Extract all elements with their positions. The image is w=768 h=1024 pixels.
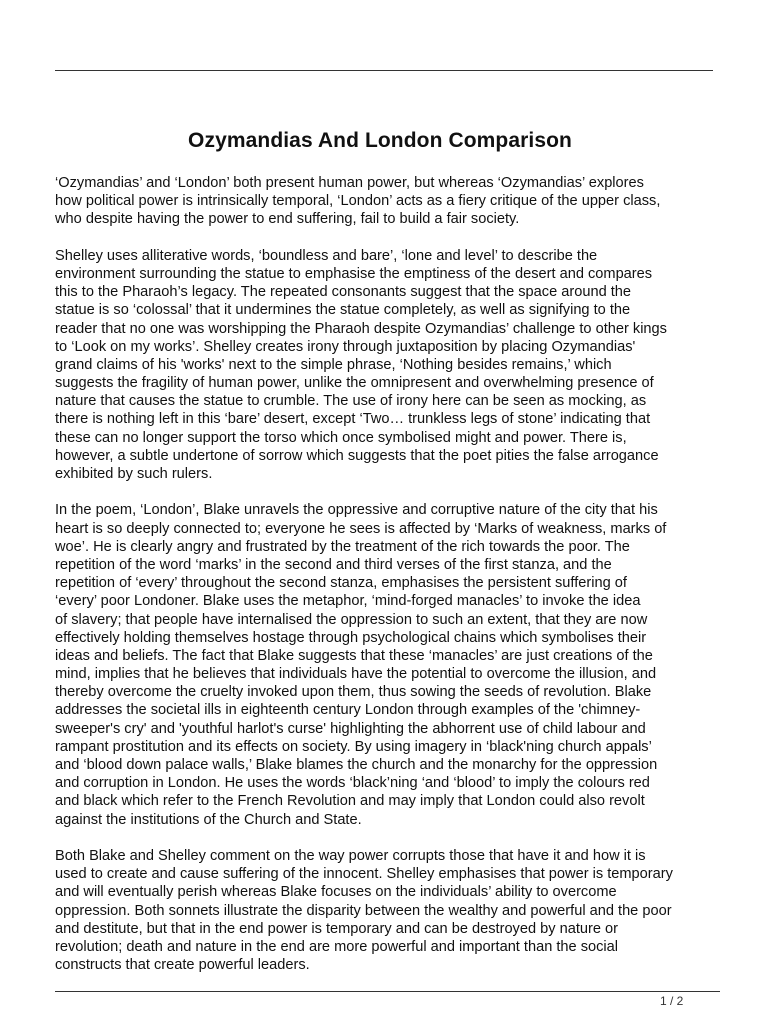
- text-line: who despite having the power to end suffering, fail to build a fair society.: [55, 211, 520, 228]
- text-line: grand claims of his 'works' next to the simple phrase, ‘Nothing besides remains,’ which: [55, 356, 612, 373]
- text-line: reader that no one was worshipping the Pharaoh despite Ozymandias’ challenge to other kings: [55, 320, 667, 337]
- text-line: ‘Ozymandias’ and ‘London’ both present human power, but whereas ‘Ozymandias’ explores: [55, 175, 644, 191]
- text-line: repetition of the word ‘marks’ in the second and third verses of the first stanza, and the: [55, 556, 612, 573]
- document-title: Ozymandias And London Comparison: [188, 129, 572, 152]
- text-line: Shelley uses alliterative words, ‘boundless and bare’, ‘lone and level’ to describe the: [55, 247, 598, 264]
- text-line: used to create and cause suffering of the innocent. Shelley emphasises that power is temporary: [55, 866, 673, 883]
- text-line: and corruption in London. He uses the words ‘black’ning ‘and ‘blood’ to imply the colours red: [55, 775, 650, 792]
- text-line: repetition of ‘every’ throughout the second stanza, emphasises the persistent suffering of: [55, 575, 627, 592]
- text-line: to ‘Look on my works’. Shelley creates irony through juxtaposition by placing Ozymandias': [55, 338, 636, 355]
- text-line: however, a subtle undertone of sorrow which suggests that the poet pities the false arrogance: [55, 447, 659, 464]
- text-line: ‘every’ poor Londoner. Blake uses the metaphor, ‘mind-forged manacles’ to invoke the idea: [55, 593, 641, 610]
- text-line: In the poem, ‘London’, Blake unravels the oppressive and corruptive nature of the city that his: [55, 502, 658, 519]
- text-line: rampant prostitution and its effects on society. By using imagery in ‘black'ning church appals’: [55, 738, 652, 755]
- paragraph-4: [55, 847, 735, 974]
- text-line: constructs that create powerful leaders.: [55, 957, 310, 974]
- text-line: revolution; death and nature in the end are more powerful and important than the social: [55, 938, 619, 955]
- text-line: sweeper's cry' and 'youthful harlot's curse' highlighting the abhorrent use of child labour and: [55, 720, 646, 737]
- text-line: Both Blake and Shelley comment on the way power corrupts those that have it and how it is: [55, 847, 646, 864]
- text-line: oppression. Both sonnets illustrate the disparity between the wealthy and powerful and the poor: [55, 902, 672, 919]
- text-line: statue is so ‘colossal’ that it undermines the statue completely, as well as signifying to the: [55, 302, 631, 319]
- text-line: environment surrounding the statue to emphasise the emptiness of the desert and compares: [55, 265, 653, 282]
- text-line: effectively holding themselves hostage through psychological chains which symbolises their: [55, 629, 647, 646]
- text-line: ideas and beliefs. The fact that Blake suggests that these ‘manacles’ are just creations of the: [55, 647, 653, 664]
- text-line: and destitute, but that in the end power is temporary and can be destroyed by nature or: [55, 920, 619, 937]
- text-line: and black which refer to the French Revolution and may imply that London could also revolt: [55, 793, 645, 810]
- text-line: against the institutions of the Church and State.: [55, 811, 362, 828]
- text-line: there is nothing left in this ‘bare’ desert, except ‘Two… trunkless legs of stone’ indicating that: [55, 411, 651, 428]
- text-line: and ‘blood down palace walls,’ Blake blames the church and the monarchy for the oppression: [55, 757, 658, 773]
- paragraph-2: [55, 247, 735, 483]
- text-line: heart is so deeply connected to; everyone he sees is affected by ‘Marks of weakness, marks of: [55, 520, 667, 537]
- document-body: [55, 174, 735, 992]
- text-line: this to the Pharaoh’s legacy. The repeated consonants suggest that the space around the: [55, 284, 632, 301]
- text-line: thereby overcome the cruelty invoked upon them, thus sowing the seeds of revolution. Blake: [55, 684, 652, 701]
- text-line: exhibited by such rulers.: [55, 466, 213, 482]
- footer-divider: [55, 991, 720, 992]
- header-divider: [55, 70, 713, 71]
- paragraph-1: [55, 174, 735, 229]
- text-line: woe’. He is clearly angry and frustrated by the treatment of the rich towards the poor. The: [55, 538, 630, 555]
- text-line: nature that causes the statue to crumble. The use of irony here can be seen as mocking, as: [55, 393, 647, 410]
- text-line: of slavery; that people have internalised the oppression to such an extent, that they are now: [55, 611, 648, 628]
- text-line: mind, implies that he believes that individuals have the potential to overcome the illusion, and: [55, 666, 657, 683]
- paragraph-3: [55, 501, 735, 828]
- text-line: and will eventually perish whereas Blake focuses on the individuals’ ability to overcome: [55, 884, 617, 901]
- page-indicator: 1 / 2: [660, 994, 684, 1008]
- text-line: addresses the societal ills in eighteenth century London through examples of the 'chimney-: [55, 702, 641, 719]
- text-line: these can no longer support the torso which once symbolised might and power. There is,: [55, 429, 627, 446]
- text-line: how political power is intrinsically temporal, ‘London’ acts as a fiery critique of the upper class,: [55, 193, 661, 210]
- text-line: suggests the fragility of human power, unlike the omnipresent and overwhelming presence of: [55, 375, 654, 392]
